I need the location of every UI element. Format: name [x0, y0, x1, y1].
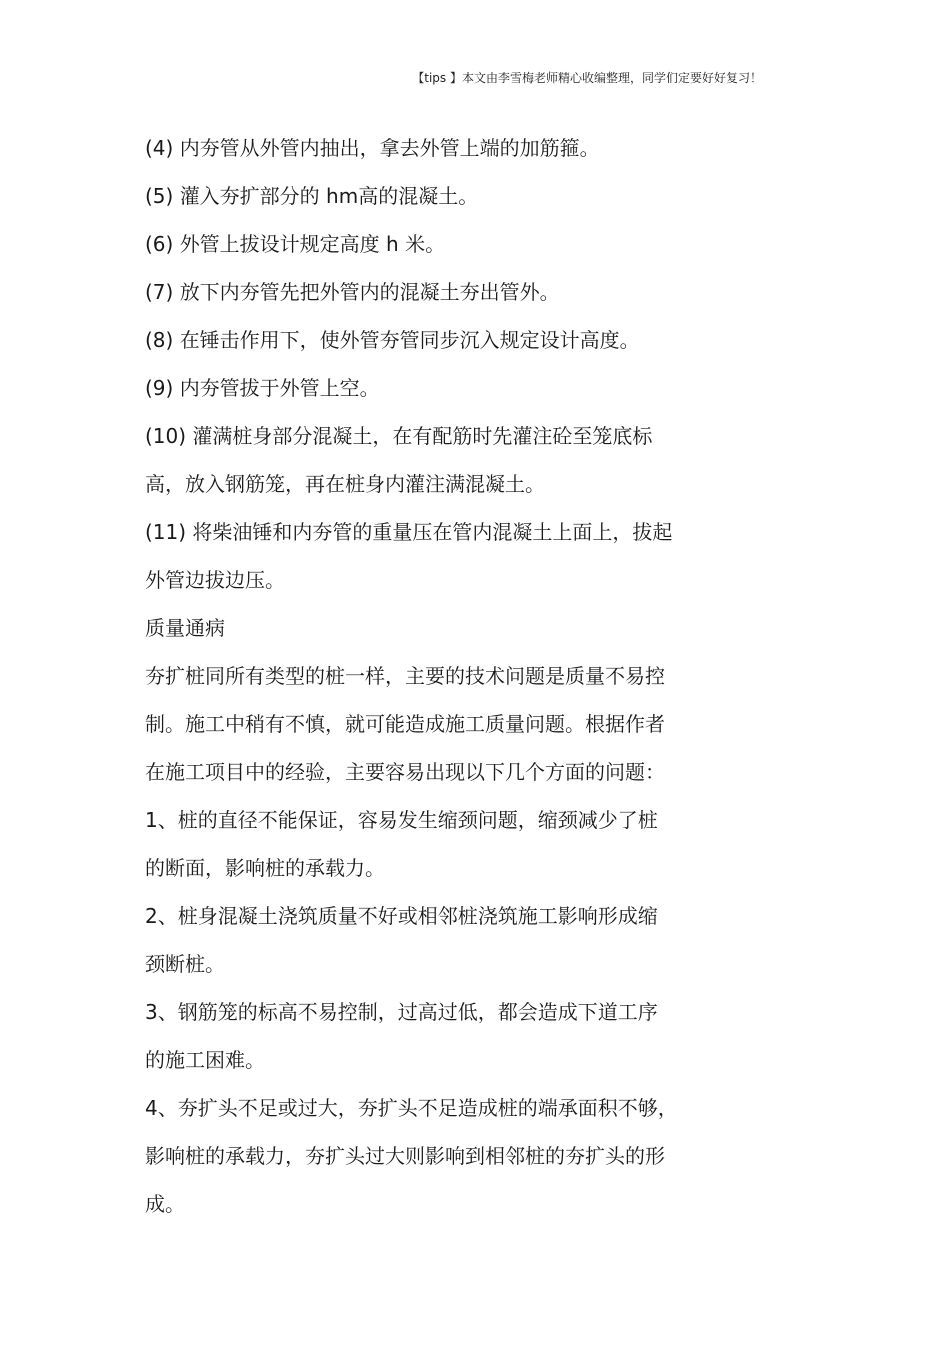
text-line: (11) 将柴油锤和内夯管的重量压在管内混凝土上面上，拔起	[145, 520, 673, 544]
text-line: 2、桩身混凝土浇筑质量不好或相邻桩浇筑施工影响形成缩	[145, 904, 658, 928]
text-line: 外管边拔边压。	[145, 568, 285, 592]
text-line: 4、夯扩头不足或过大，夯扩头不足造成桩的端承面积不够，	[145, 1096, 678, 1120]
text-line: (7) 放下内夯管先把外管内的混凝土夯出管外。	[145, 280, 560, 304]
header-tip-note: 【tips 】本文由李雪梅老师精心收编整理，同学们定要好好复习！	[412, 71, 762, 85]
text-line: (9) 内夯管拔于外管上空。	[145, 376, 380, 400]
section-heading: 质量通病	[145, 616, 225, 640]
text-line: 影响桩的承载力，夯扩头过大则影响到相邻桩的夯扩头的形	[145, 1144, 665, 1168]
text-line: 成。	[145, 1192, 185, 1216]
text-line: 1、桩的直径不能保证，容易发生缩颈问题，缩颈减少了桩	[145, 808, 658, 832]
text-line: (5) 灌入夯扩部分的 hm高的混凝土。	[145, 184, 479, 208]
text-line: (4) 内夯管从外管内抽出，拿去外管上端的加筋箍。	[145, 136, 600, 160]
text-line: 的施工困难。	[145, 1048, 265, 1072]
text-line: 夯扩桩同所有类型的桩一样，主要的技术问题是质量不易控	[145, 664, 665, 688]
text-line: 制。施工中稍有不慎，就可能造成施工质量问题。根据作者	[145, 712, 665, 736]
text-line: (6) 外管上拔设计规定高度 h 米。	[145, 232, 446, 256]
text-line: 高，放入钢筋笼，再在桩身内灌注满混凝土。	[145, 472, 545, 496]
text-line: (8) 在锤击作用下，使外管夯管同步沉入规定设计高度。	[145, 328, 640, 352]
text-line: 在施工项目中的经验，主要容易出现以下几个方面的问题：	[145, 760, 665, 784]
document-body	[145, 124, 755, 1228]
text-line: 的断面，影响桩的承载力。	[145, 856, 385, 880]
text-line: 3、钢筋笼的标高不易控制，过高过低，都会造成下道工序	[145, 1000, 658, 1024]
text-line: 颈断桩。	[145, 952, 225, 976]
text-line: (10) 灌满桩身部分混凝土，在有配筋时先灌注砼至笼底标	[145, 424, 653, 448]
